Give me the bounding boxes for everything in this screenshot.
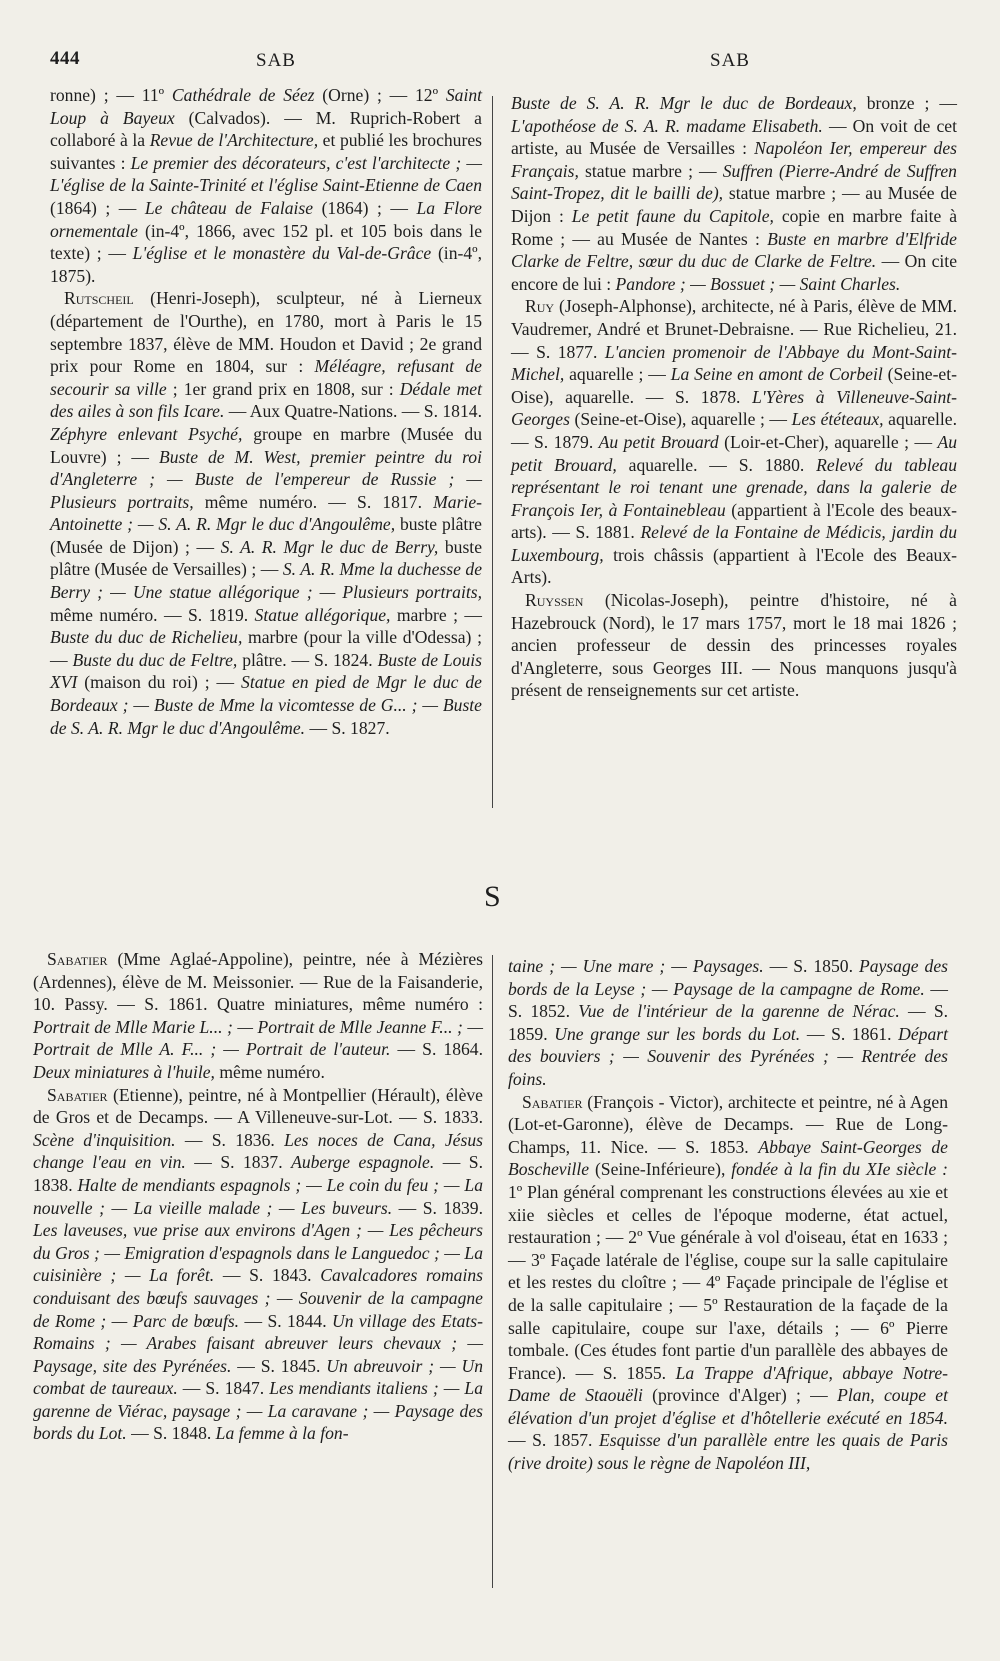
italic-text-run: Pandore ; — Bossuet ; — Saint Charles. [615, 273, 901, 294]
italic-text-run: Relevé de la Fontaine de Médicis, jardin du Luxembourg, [511, 522, 957, 565]
text-run: même numéro. — S. 1819. [50, 604, 255, 625]
italic-text-run: Les noces de Cana, Jésus change l'eau en vin. [33, 1129, 483, 1173]
italic-text-run: Napoléon Ier, empereur des Français, [511, 138, 957, 181]
text-run: (Loir-et-Cher), aquarelle ; — [718, 431, 938, 452]
text-run: (Seine-Inférieure), [589, 1159, 732, 1180]
entry-name: Sabatier [522, 1091, 583, 1112]
text-run: (Seine-et-Oise), aquarelle. — S. 1878. [511, 364, 957, 407]
text-run: (Nicolas-Joseph), peintre d'histoire, né à Hazebrouck (Nord), le 17 mars 1757, mort le 18 mai 1826 ; ancien professeur de dessin des princesses royales d'Angleterre, sous Georges III. — Nous manquons jusqu'à présent de renseignements sur cet artiste. [511, 590, 957, 701]
text-run: groupe en marbre (Musée du Louvre) ; — [50, 423, 482, 467]
text-run: statue marbre ; — au Musée de Dijon : [511, 183, 957, 226]
text-run: (maison du roi) ; — [77, 672, 242, 693]
running-head-right: SAB [710, 50, 750, 71]
text-run: (appartient à l'Ecole des beaux-arts). — S. 1881. [511, 499, 958, 543]
italic-text-run: Départ des bouviers ; — Souvenir des Pyrénées ; — Rentrée des foins. [508, 1023, 948, 1089]
column-top-left [50, 84, 482, 739]
text-run: 1º Plan général comprenant les constructions élevées au xie et xiie siècles et celles de l'époque moderne, état actuel, restauration ; — 2º Vue générale à vol d'oiseau, état en 1633 ; — 3º Façade latérale de l'église, coupe sur la salle capitulaire et les restes du cloître ; — 4º Façade principale de l'église et de la salle capitulaire ; — 5º Restauration de la façade de la salle capitulaire, coupe sur l'axe, détails ; — 6º Pierre tombale. (Ces études font partie d'un parallèle des abbayes de France). — S. 1855. [508, 1181, 948, 1383]
italic-text-run: Abbaye Saint-Georges de Boscheville [508, 1136, 948, 1180]
entry-name: Sabatier [47, 949, 108, 969]
text-run: ronne) ; — 11º [50, 85, 172, 105]
text-run: bronze ; — [856, 93, 957, 113]
entry-sabatier-aglae [33, 948, 483, 1084]
entry-name: Ruyssen [525, 590, 584, 611]
entry-name: Sabatier [47, 1084, 108, 1105]
italic-text-run: Revue de l'Architecture, [149, 130, 319, 151]
entry-ruy [511, 295, 957, 589]
text-run: (Mme Aglaé-Appoline), peintre, née à Mézières (Ardennes), élève de M. Meissonier. — Rue de la Faisanderie, 10. Passy. — S. 1861. Quatre miniatures, même numéro : [33, 949, 483, 1015]
entry-ruprich-robert-continued [50, 84, 482, 287]
text-run: — S. 1857. [508, 1430, 600, 1451]
italic-text-run: La Flore ornementale [50, 197, 482, 241]
italic-text-run: fondée à la fin du XIe siècle : [731, 1159, 948, 1180]
entry-sabatier-etienne-continued [508, 955, 948, 1091]
text-run: — S. 1843. [214, 1265, 321, 1286]
text-run: — S. 1845. [231, 1355, 327, 1376]
text-run: (Orne) ; — 12º [314, 85, 446, 105]
text-run: (Seine-et-Oise), aquarelle ; — [569, 409, 792, 430]
italic-text-run: Relevé du tableau représentant le roi tenant une grenade, dans la galerie de François Ier, à Fontainebleau [511, 454, 957, 520]
italic-text-run: Les ététeaux, [791, 409, 884, 430]
column-top-right [511, 92, 957, 702]
italic-text-run: Vue de l'intérieur de la garenne de Nérac. [578, 1001, 900, 1022]
entry-rutscheil-continued [511, 92, 957, 295]
text-run: — S. 1859. [508, 1001, 949, 1044]
running-head-left: SAB [256, 50, 296, 71]
italic-text-run: Le château de Falaise [144, 197, 314, 218]
italic-text-run: L'Yères à Villeneuve-Saint-Georges [511, 386, 957, 430]
italic-text-run: Zéphyre enlevant Psyché, [50, 423, 243, 444]
italic-text-run: Auberge espagnole. [291, 1152, 435, 1173]
italic-text-run: Marie-Antoinette ; — S. A. R. Mgr le duc d'Angoulême, [50, 491, 483, 535]
italic-text-run: Buste de S. A. R. Mgr le duc de Bordeaux, [511, 93, 857, 113]
text-run: marbre (pour la ville d'Odessa) ; — [50, 627, 482, 670]
text-run: (Henri-Joseph), sculpteur, né à Lierneux (département de l'Ourthe), en 1780, mort à Paris le 15 septembre 1837, élève de MM. Houdon et David ; 2e grand prix pour Rome en 1804, sur : [50, 288, 482, 377]
italic-text-run: Les laveuses, vue prise aux environs d'Agen ; — Les pêcheurs du Gros ; — Emigration d'espagnols dans le Languedoc ; — La cuisinière ; — La forêt. [33, 1220, 483, 1286]
text-run: — Aux Quatre-Nations. — S. 1814. [224, 401, 482, 422]
text-run: aquarelle. — S. 1879. [511, 409, 958, 452]
italic-text-run: Paysage des bords de la Leyse ; — Paysage de la campagne de Rome. [508, 956, 948, 999]
italic-text-run: Plan, coupe et élévation d'un projet d'église et d'hôtellerie exécuté en 1854. [508, 1385, 948, 1428]
text-run: buste plâtre (Musée de Dijon) ; — [50, 514, 482, 557]
italic-text-run: Un village des Etats-Romains ; — Arabes faisant abreuver leurs chevaux ; — Paysage, site des Pyrénées. [33, 1310, 483, 1376]
text-run: aquarelle. — S. 1880. [616, 454, 817, 475]
italic-text-run: S. A. R. Mgr le duc de Berry, [220, 536, 439, 557]
column-rule-bottom [492, 955, 493, 1588]
italic-text-run: Cavalcadores romains conduisant des bœufs sauvages ; — Souvenir de la campagne de Rome ; — Parc de bœufs. [33, 1265, 484, 1331]
text-run: copie en marbre faite à Rome ; — au Musée de Nantes : [511, 205, 958, 249]
italic-text-run: Dédale met des ailes à son fils Icare. [50, 378, 482, 422]
column-rule-top [492, 96, 493, 808]
text-run: aquarelle ; — [564, 364, 671, 385]
entry-sabatier-francois-victor [508, 1091, 948, 1475]
italic-text-run: Saint Loup à Bayeux [50, 85, 483, 128]
text-run: trois châssis (appartient à l'Ecole des Beaux-Arts). [511, 544, 957, 588]
text-run: — S. 1850. [763, 956, 859, 976]
italic-text-run: Au petit Brouard, [511, 431, 958, 475]
text-run: buste plâtre (Musée de Versailles) ; — [50, 536, 483, 580]
italic-text-run: Buste de M. West, premier peintre du roi d'Angleterre ; — Buste de l'empereur de Russie ; — Plusieurs portraits, [50, 446, 482, 512]
italic-text-run: Le petit faune du Capitole, [571, 205, 774, 226]
column-bottom-left [33, 948, 483, 1445]
italic-text-run: L'ancien promenoir de l'Abbaye du Mont-Saint-Michel, [511, 341, 957, 385]
italic-text-run: Esquisse d'un parallèle entre les quais de Paris (rive droite) sous le règne de Napoléon III, [508, 1430, 949, 1474]
italic-text-run: Les mendiants italiens ; — La garenne de Viérac, paysage ; — La caravane ; — Paysage des bords du Lot. [33, 1378, 483, 1444]
text-run: — S. 1861. [800, 1023, 899, 1044]
text-run: — S. 1827. [305, 717, 390, 738]
text-run: ; 1er grand prix en 1808, sur : [166, 378, 400, 399]
text-run: — S. 1837. [185, 1152, 292, 1173]
italic-text-run: Deux miniatures à l'huile, [33, 1061, 215, 1082]
entry-rutscheil [50, 287, 482, 739]
entry-ruyssen [511, 589, 957, 702]
section-letter: S [484, 880, 501, 913]
italic-text-run: La femme à la fon- [215, 1423, 349, 1444]
text-run: — S. 1838. [33, 1152, 483, 1195]
text-run: — On voit de cet artiste, au Musée de Versailles : [511, 115, 957, 159]
italic-text-run: L'apothéose de S. A. R. madame Elisabeth. [511, 115, 823, 136]
column-bottom-right [508, 955, 948, 1475]
text-run: plâtre. — S. 1824. [237, 649, 378, 670]
text-run: (Etienne), peintre, né à Montpellier (Hérault), élève de Gros et de Decamps. — A Villeneuve-sur-Lot. — S. 1833. [33, 1084, 483, 1128]
text-run: (1864) ; — [50, 197, 145, 218]
entry-name: Rutscheil [64, 288, 134, 309]
italic-text-run: Scène d'inquisition. [33, 1129, 176, 1150]
text-run: — S. 1864. [390, 1039, 483, 1060]
text-run: marbre ; — [390, 604, 482, 625]
italic-text-run: Méléagre, refusant de secourir sa ville [50, 356, 482, 399]
text-run: (François - Victor), architecte et peintre, né à Agen (Lot-et-Garonne), élève de Decamps. — Rue de Long-Champs, 11. Nice. — S. 1853. [508, 1091, 948, 1157]
text-run: (province d'Alger) ; — [642, 1385, 838, 1406]
italic-text-run: Statue allégorique, [254, 604, 391, 625]
italic-text-run: Statue en pied de Mgr le duc de Bordeaux ; — Buste de Mme la vicomtesse de G... ; — Buste de S. A. R. Mgr le duc d'Angoulême. [50, 672, 482, 738]
text-run: — On cite encore de lui : [511, 251, 957, 294]
entry-name: Ruy [525, 296, 555, 317]
italic-text-run: Cathédrale de Séez [171, 85, 315, 105]
italic-text-run: Buste du duc de Richelieu, [50, 627, 243, 648]
italic-text-run: taine ; — Une mare ; — Paysages. [508, 956, 764, 976]
italic-text-run: S. A. R. Mme la duchesse de Berry ; — Une statue allégorique ; — Plusieurs portraits, [50, 559, 483, 603]
text-run: même numéro. [214, 1061, 325, 1082]
text-run: (in-4º, 1866, avec 152 pl. et 105 bois dans le texte) ; — [50, 220, 482, 264]
text-run: (Joseph-Alphonse), architecte, né à Paris, élève de MM. Vaudremer, André et Brunet-Debraisne. — Rue Richelieu, 21. — S. 1877. [511, 296, 957, 362]
text-run: statue marbre ; — [578, 160, 723, 181]
italic-text-run: La Trappe d'Afrique, abbaye Notre-Dame de Staouëli [508, 1362, 948, 1406]
italic-text-run: Au petit Brouard [598, 431, 719, 452]
italic-text-run: Un abreuvoir ; — Un combat de taureaux. [33, 1355, 484, 1399]
text-run: et publié les brochures suivantes : [50, 130, 482, 173]
entry-sabatier-etienne [33, 1084, 483, 1446]
italic-text-run: L'église et le monastère du Val-de-Grâce [132, 243, 432, 264]
italic-text-run: Portrait de Mlle Marie L... ; — Portrait de Mlle Jeanne F... ; — Portrait de Mlle A. F... ; — Portrait de l'auteur. [33, 1016, 483, 1060]
italic-text-run: Suffren (Pierre-André de Suffren Saint-Tropez, dit le bailli de), [511, 160, 957, 204]
text-run: — S. 1836. [175, 1129, 285, 1150]
text-run: — S. 1847. [177, 1378, 270, 1399]
text-run: — S. 1839. [392, 1197, 483, 1218]
text-run: — S. 1844. [239, 1310, 332, 1331]
text-run: (1864) ; — [313, 197, 417, 218]
text-run: même numéro. — S. 1817. [193, 491, 434, 512]
text-run: — S. 1848. [126, 1423, 216, 1444]
italic-text-run: La Seine en amont de Corbeil [670, 364, 883, 385]
italic-text-run: Buste de Louis XVI [50, 649, 482, 693]
text-run: (Calvados). — M. Ruprich-Robert a collaboré à la [50, 107, 482, 151]
page-number: 444 [50, 48, 80, 69]
italic-text-run: Buste du duc de Feltre, [72, 649, 238, 670]
text-run: (in-4º, 1875). [50, 243, 483, 286]
italic-text-run: Buste en marbre d'Elfride Clarke de Feltre, sœur du duc de Clarke de Feltre. [511, 228, 957, 272]
italic-text-run: Une grange sur les bords du Lot. [554, 1023, 801, 1044]
italic-text-run: Le premier des décorateurs, c'est l'architecte ; — L'église de la Sainte-Trinité et l'église Saint-Etienne de Caen [50, 152, 482, 196]
text-run: — S. 1852. [508, 978, 948, 1022]
italic-text-run: Halte de mendiants espagnols ; — Le coin du feu ; — La nouvelle ; — La vieille malade ; — Les buveurs. [33, 1174, 484, 1218]
